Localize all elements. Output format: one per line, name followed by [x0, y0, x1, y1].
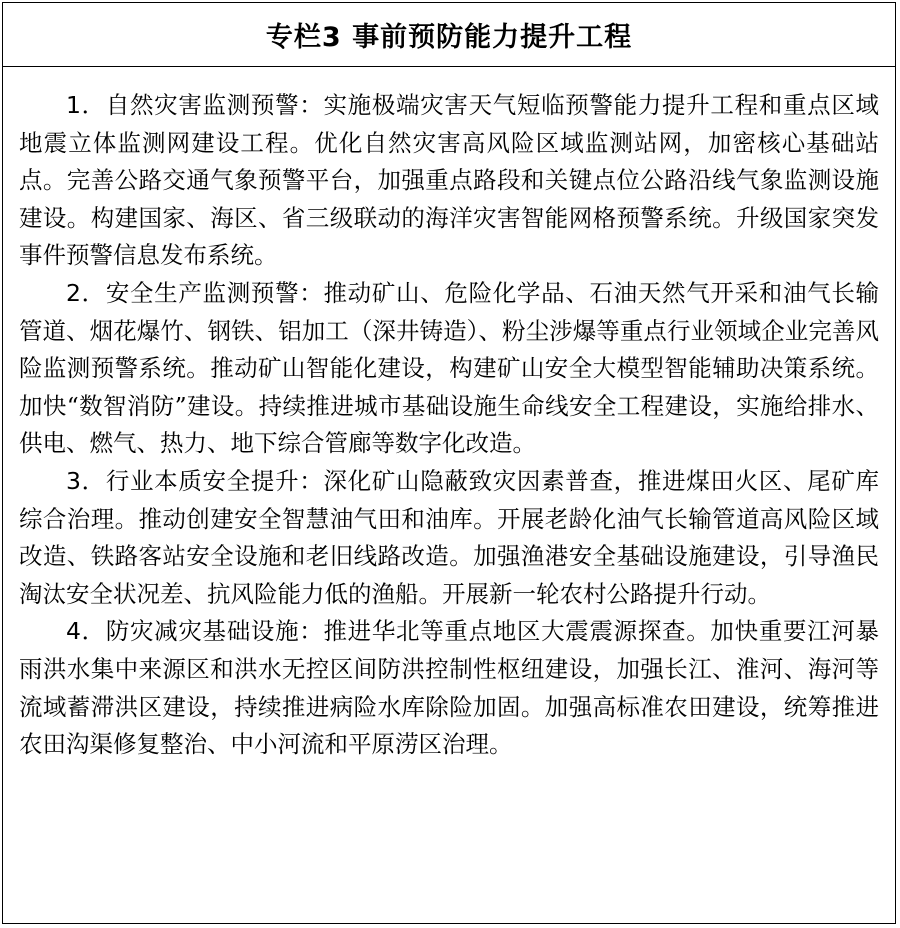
paragraph-disaster-infrastructure: [19, 613, 879, 763]
paragraph-heading: 4．防灾减灾基础设施：: [66, 617, 324, 646]
column-title: 专栏3 事前预防能力提升工程: [265, 22, 633, 53]
paragraph-production-safety-warning: [19, 275, 879, 463]
column-box: [2, 2, 896, 924]
paragraph-industry-safety: [19, 463, 879, 613]
column-content: [3, 67, 895, 764]
paragraph-heading: 1．自然灾害监测预警：: [66, 91, 324, 119]
paragraph-body: 深化矿山隐蔽致灾因素普查，推进煤田火区、尾矿库综合治理。推动创建安全智慧油气田和油库。开展老龄化油气长输管道高风险区域改造、铁路客站安全设施和老旧线路改造。加强渔港安全基础设施建设，引导渔民淘汰安全状况差、抗风险能力低的渔船。开展新一轮农村公路提升行动。: [19, 466, 879, 608]
paragraph-body: 实施极端灾害天气短临预警能力提升工程和重点区域地震立体监测网建设工程。优化自然灾害高风险区域监测站网，加密核心基础站点。完善公路交通气象预警平台，加强重点路段和关键点位公路沿线气象监测设施建设。构建国家、海区、省三级联动的海洋灾害智能网格预警系统。升级国家突发事件预警信息发布系统。: [19, 91, 879, 270]
paragraph-natural-disaster-warning: [19, 87, 879, 275]
paragraph-body: 推动矿山、危险化学品、石油天然气开采和油气长输管道、烟花爆竹、钢铁、铝加工（深井铸造）、粉尘涉爆等重点行业领域企业完善风险监测预警系统。推动矿山智能化建设，构建矿山安全大模型智能辅助决策系统。加快“数智消防”建设。持续推进城市基础设施生命线安全工程建设，实施给排水、供电、燃气、热力、地下综合管廊等数字化改造。: [19, 278, 879, 458]
paragraph-heading: 3．行业本质安全提升：: [66, 466, 324, 495]
column-header: [3, 3, 895, 67]
paragraph-body: 推进华北等重点地区大震震源探查。加快重要江河暴雨洪水集中来源区和洪水无控区间防洪控制性枢纽建设，加强长江、淮河、海河等流域蓄滞洪区建设，持续推进病险水库除险加固。加强高标准农田建设，统筹推进农田沟渠修复整治、中小河流和平原涝区治理。: [19, 617, 879, 759]
paragraph-heading: 2．安全生产监测预警：: [66, 278, 324, 307]
